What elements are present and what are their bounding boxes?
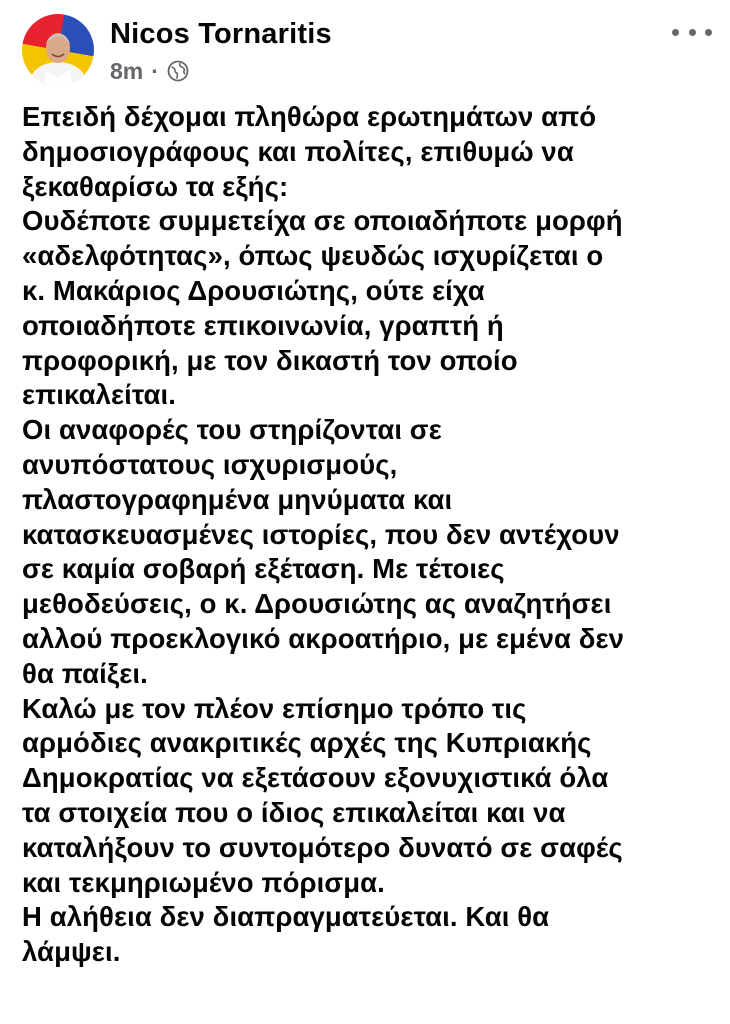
dot-icon	[689, 29, 696, 36]
post-timestamp[interactable]: 8m	[110, 57, 144, 84]
post-text-line: ανυπόστατους ισχυρισμούς,	[22, 448, 398, 480]
post-text-line: «αδελφότητας», όπως ψευδώς ισχυρίζεται ο	[22, 240, 604, 272]
post-text-line: ξεκαθαρίσω τα εξής:	[22, 170, 289, 202]
profile-photo	[22, 14, 94, 86]
post-text-line: Επειδή δέχομαι πληθώρα ερωτημάτων από	[22, 101, 597, 132]
post-header	[22, 14, 712, 90]
dot-icon	[705, 29, 712, 36]
post-text-line: τα στοιχεία που ο ίδιος επικαλείται και να	[22, 796, 566, 828]
post-text-line: οποιαδήποτε επικοινωνία, γραπτή ή	[22, 309, 504, 341]
post-text-line: αλλού προεκλογικό ακροατήριο, με εμένα δεν	[22, 622, 625, 654]
meta-separator: ·	[151, 57, 159, 84]
post-text-line: Οι αναφορές του στηρίζονται σε	[22, 414, 442, 446]
post-text-line: κ. Μακάριος Δρουσιώτης, ούτε είχα	[22, 274, 485, 306]
author-name[interactable]: Nicos Tornaritis	[110, 18, 332, 50]
post-text-line: αρμόδιες ανακριτικές αρχές της Κυπριακής	[22, 727, 592, 759]
post-text-line: Δημοκρατίας να εξετάσουν εξονυχιστικά όλα	[22, 762, 609, 794]
post-text-line: πλαστογραφημένα μηνύματα και	[22, 483, 453, 515]
post-text-line: και τεκμηριωμένο πόρισμα.	[22, 866, 385, 898]
post-text-line: προφορική, με τον δικαστή τον οποίο	[22, 344, 518, 376]
post-meta	[110, 58, 189, 84]
post-text-line: Ουδέποτε συμμετείχα σε οποιαδήποτε μορφή	[22, 205, 623, 237]
post-text-line: μεθοδεύσεις, ο κ. Δρουσιώτης ας αναζητήσει	[22, 588, 612, 620]
globe-icon[interactable]	[167, 60, 189, 82]
post-text	[22, 100, 722, 970]
post-text-line: δημοσιογράφους και πολίτες, επιθυμώ να	[22, 135, 574, 167]
avatar[interactable]	[22, 14, 94, 86]
post-text-line: Η αλήθεια δεν διαπραγματεύεται. Και θα	[22, 901, 550, 933]
dot-icon	[672, 29, 679, 36]
post-text-line: καταλήξουν το συντομότερο δυνατό σε σαφές	[22, 831, 623, 863]
post-text-line: επικαλείται.	[22, 379, 176, 411]
post-text-line: κατασκευασμένες ιστορίες, που δεν αντέχουν	[22, 518, 620, 550]
post-text-line: Καλώ με τον πλέον επίσημο τρόπο τις	[22, 692, 527, 724]
more-options-icon[interactable]	[672, 22, 712, 42]
post-text-line: θα παίξει.	[22, 657, 148, 689]
post-text-line: σε καμία σοβαρή εξέταση. Με τέτοιες	[22, 553, 505, 585]
post-text-line: λάμψει.	[22, 936, 121, 968]
